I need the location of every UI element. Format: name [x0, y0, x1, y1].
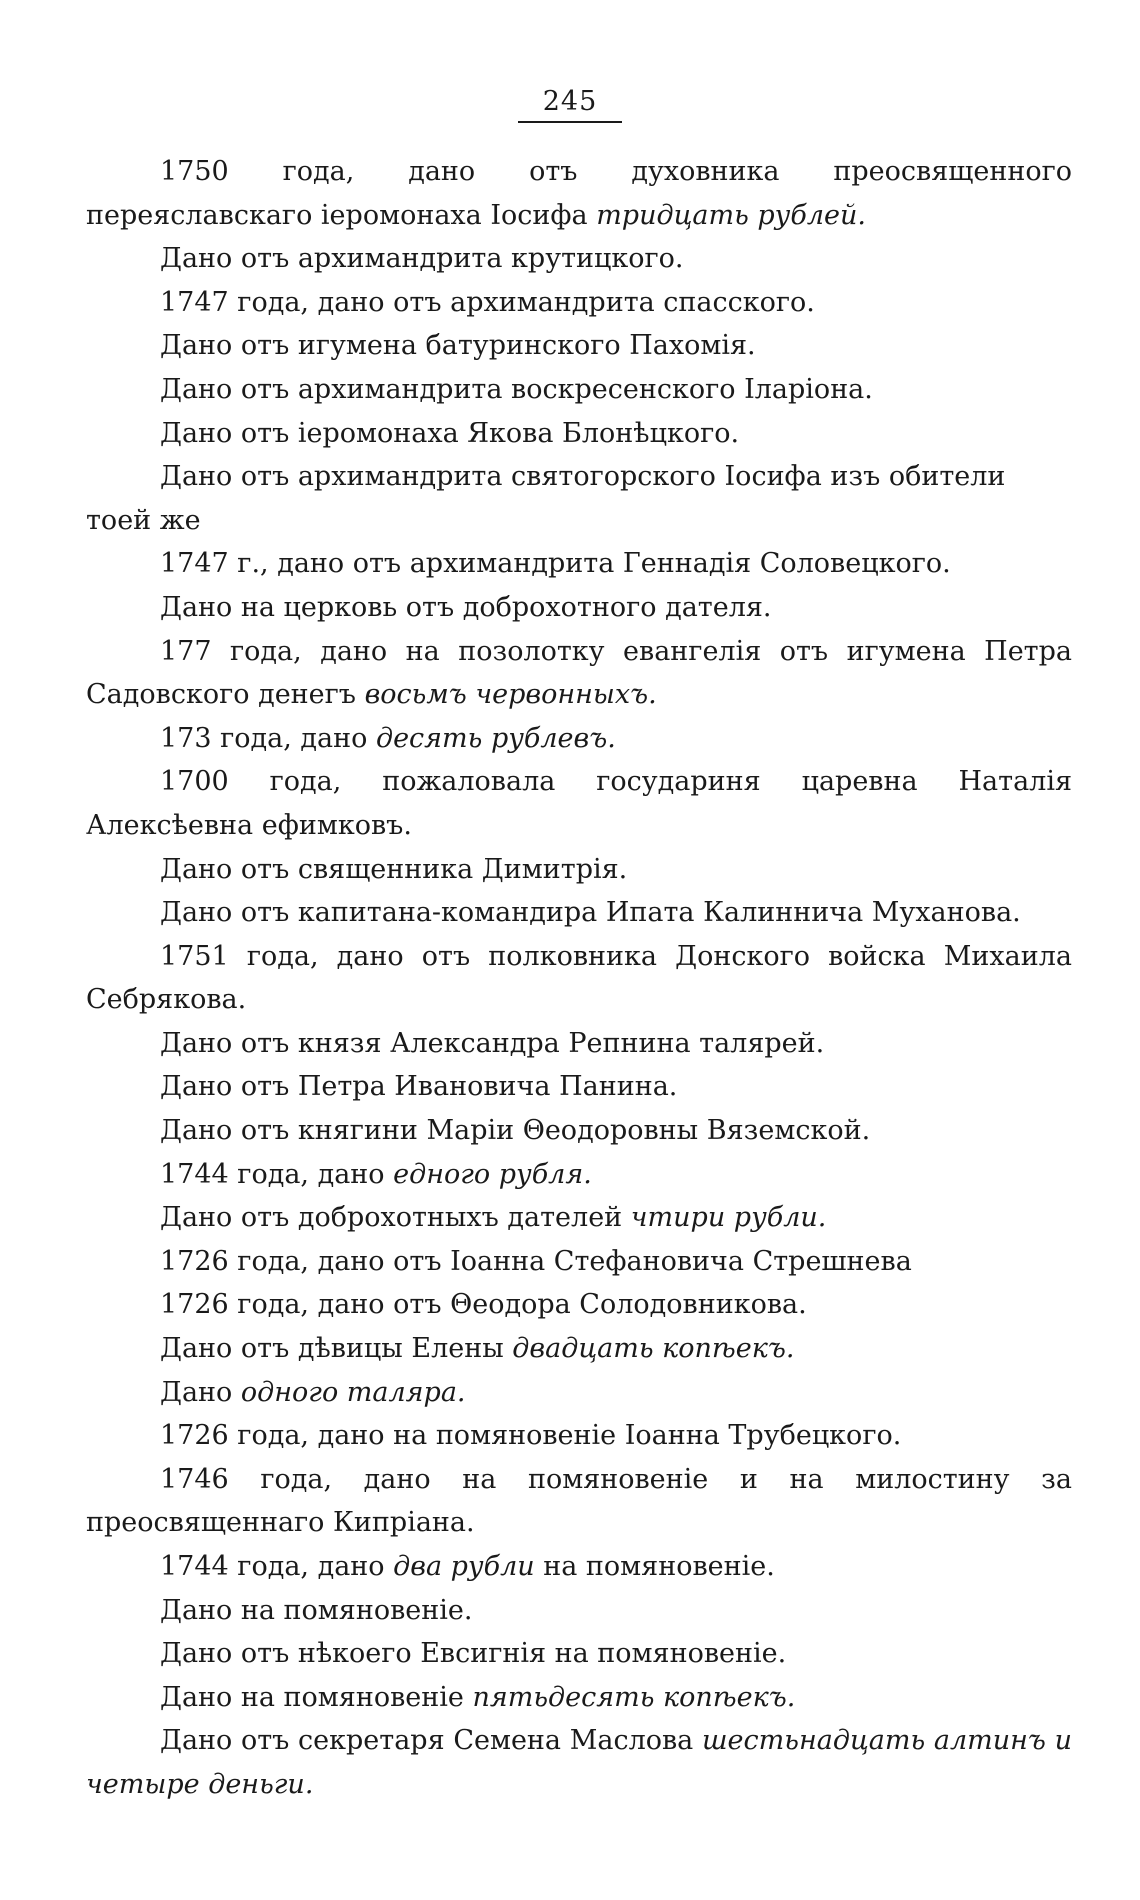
text-run: Дано отъ дѣвицы Елены — [160, 1333, 513, 1365]
text-run: Дано на помяновеніе. — [160, 1594, 473, 1626]
text-run: Дано отъ доброхотныхъ дателей — [160, 1202, 631, 1234]
text-run: 1747 года, дано отъ архимандрита спасского. — [160, 286, 815, 318]
text-run: Дано отъ княгини Маріи Θеодоровны Вяземской. — [160, 1115, 871, 1147]
text-run: Дано отъ архимандрита воскресенского Іларіона. — [160, 373, 873, 405]
text-run: Дано отъ архимандрита крутицкого. — [160, 243, 684, 275]
text-body — [86, 150, 1072, 1807]
italic-amount: десять рублевъ. — [375, 722, 616, 754]
text-run: 1746 года, дано на помяновеніе и на милостину за преосвященнаго Кипріана. — [86, 1463, 1072, 1539]
entry-paragraph — [86, 1414, 1072, 1458]
text-run: 173 года, дано — [160, 722, 376, 754]
entry-paragraph — [86, 150, 1072, 237]
text-run: Дано отъ нѣкоего Евсигнія на помяновеніе. — [160, 1638, 787, 1670]
page-number: 245 — [542, 86, 598, 117]
italic-amount: пятьдесять копѣекъ. — [472, 1681, 796, 1713]
entry-paragraph — [86, 1022, 1072, 1066]
entry-paragraph — [86, 1719, 1072, 1806]
text-run: 1750 года, дано отъ духовника преосвященного переяславскаго іеромонаха Іосифа — [86, 156, 1072, 231]
entry-paragraph — [86, 1283, 1072, 1327]
italic-amount: тридцать рублей. — [596, 199, 866, 231]
entry-paragraph — [86, 281, 1072, 325]
entry-paragraph — [86, 1196, 1072, 1240]
text-run: на помяновеніе. — [534, 1551, 775, 1582]
text-run: Дано отъ игумена батуринского Пахомія. — [160, 330, 756, 362]
entry-paragraph — [86, 324, 1072, 368]
text-run: Дано отъ капитана-командира Ипата Калиннича Муханова. — [160, 897, 1021, 929]
entry-paragraph — [86, 760, 1072, 847]
text-run: Дано отъ іеромонаха Якова Блонѣцкого. — [160, 417, 740, 449]
text-run: 1726 года, дано на помяновеніе Іоанна Трубецкого. — [160, 1420, 902, 1452]
italic-amount: шестьнадцать алтинъ и четыре деньги. — [86, 1725, 1073, 1800]
entry-paragraph — [86, 1327, 1072, 1371]
entry-paragraph — [86, 1632, 1072, 1676]
entry-paragraph — [86, 237, 1072, 281]
entry-paragraph — [86, 1589, 1072, 1633]
italic-amount: два рубли — [393, 1551, 535, 1582]
italic-amount: едного рубля. — [393, 1158, 592, 1190]
italic-amount: чтири рубли. — [630, 1202, 827, 1234]
entry-paragraph — [86, 455, 1072, 542]
entry-paragraph — [86, 1458, 1072, 1545]
entry-paragraph — [86, 1676, 1072, 1720]
italic-amount: одного таляра. — [240, 1376, 466, 1408]
text-run: 177 года, дано на позолотку евангелія отъ игумена Петра Садовского денегъ — [86, 635, 1072, 711]
entry-paragraph — [86, 1240, 1072, 1284]
text-run: Дано отъ священника Димитрія. — [160, 853, 628, 885]
entry-paragraph — [86, 935, 1072, 1022]
entry-paragraph — [86, 1153, 1072, 1197]
text-run: 1744 года, дано — [160, 1158, 394, 1190]
text-run: Дано отъ Петра Ивановича Панина. — [160, 1071, 678, 1103]
text-run: Дано отъ князя Александра Репнина талярей. — [160, 1027, 825, 1059]
text-run: 1751 года, дано отъ полковника Донского войска Михаила Себрякова. — [86, 940, 1072, 1016]
text-run: Дано на церковь отъ доброхотного дателя. — [160, 591, 772, 623]
text-run: Дано отъ секретаря Семена Маслова — [160, 1725, 702, 1757]
text-run: Дано — [160, 1376, 241, 1408]
text-run: 1744 года, дано — [160, 1551, 394, 1582]
entry-paragraph — [86, 848, 1072, 892]
italic-amount: восьмъ червонныхъ. — [364, 679, 657, 711]
entry-paragraph — [86, 542, 1072, 586]
page-number-rule — [518, 121, 622, 123]
entry-paragraph — [86, 412, 1072, 456]
text-run: 1726 года, дано отъ Іоанна Стефановича Стрешнева — [160, 1245, 912, 1277]
text-run: 1747 г., дано отъ архимандрита Геннадія Соловецкого. — [160, 548, 951, 580]
entry-paragraph — [86, 1545, 1072, 1589]
entry-paragraph — [86, 1371, 1072, 1415]
entry-paragraph — [86, 717, 1072, 761]
entry-paragraph — [86, 891, 1072, 935]
entry-paragraph — [86, 368, 1072, 412]
entry-paragraph — [86, 630, 1072, 717]
entry-paragraph — [86, 1109, 1072, 1153]
text-run: Дано на помяновеніе — [160, 1681, 473, 1713]
text-run: 1726 года, дано отъ Θеодора Солодовникова. — [160, 1289, 807, 1321]
entry-paragraph — [86, 586, 1072, 630]
text-run: 1700 года, пожаловала государиня царевна Наталія Алексѣевна ефимковъ. — [86, 766, 1072, 841]
text-run: Дано отъ архимандрита святогорского Іосифа изъ обители тоей же — [86, 461, 1006, 536]
entry-paragraph — [86, 1065, 1072, 1109]
italic-amount: двадцать копѣекъ. — [512, 1333, 795, 1365]
